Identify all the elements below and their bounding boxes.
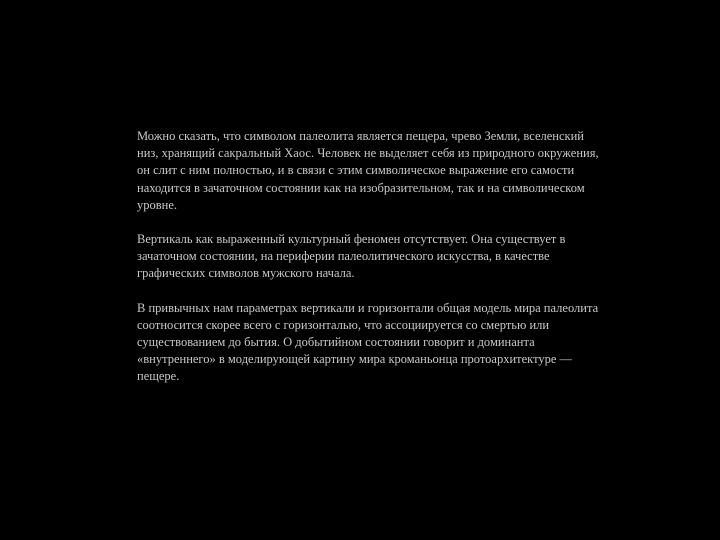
slide-text	[137, 128, 607, 403]
paragraph-2: Вертикаль как выраженный культурный феномен отсутствует. Она существует в зачаточном состоянии, на периферии палеолитического искусства, в качестве графических символов мужского начала.	[137, 232, 566, 281]
paragraph-3: В привычных нам параметрах вертикали и горизонтали общая модель мира палеолита соотносится скорее всего с горизонталью, что ассоциируется со смертью или существованием до бытия. О добытийном состоянии говорит и доминанта «внутреннего» в моделирующей картину мира кроманьонца протоархитектуре — пещере.	[137, 300, 599, 384]
paragraph-1: Можно сказать, что символом палеолита является пещера, чрево Земли, вселенский низ, хранящий сакральный Хаос. Человек не выделяет себя из природного окружения, он слит с ним полностью, и в связи с этим символическое выражение его самости находится в зачаточном состоянии как на изобразительном, так и на символическом уровне.	[137, 129, 599, 212]
